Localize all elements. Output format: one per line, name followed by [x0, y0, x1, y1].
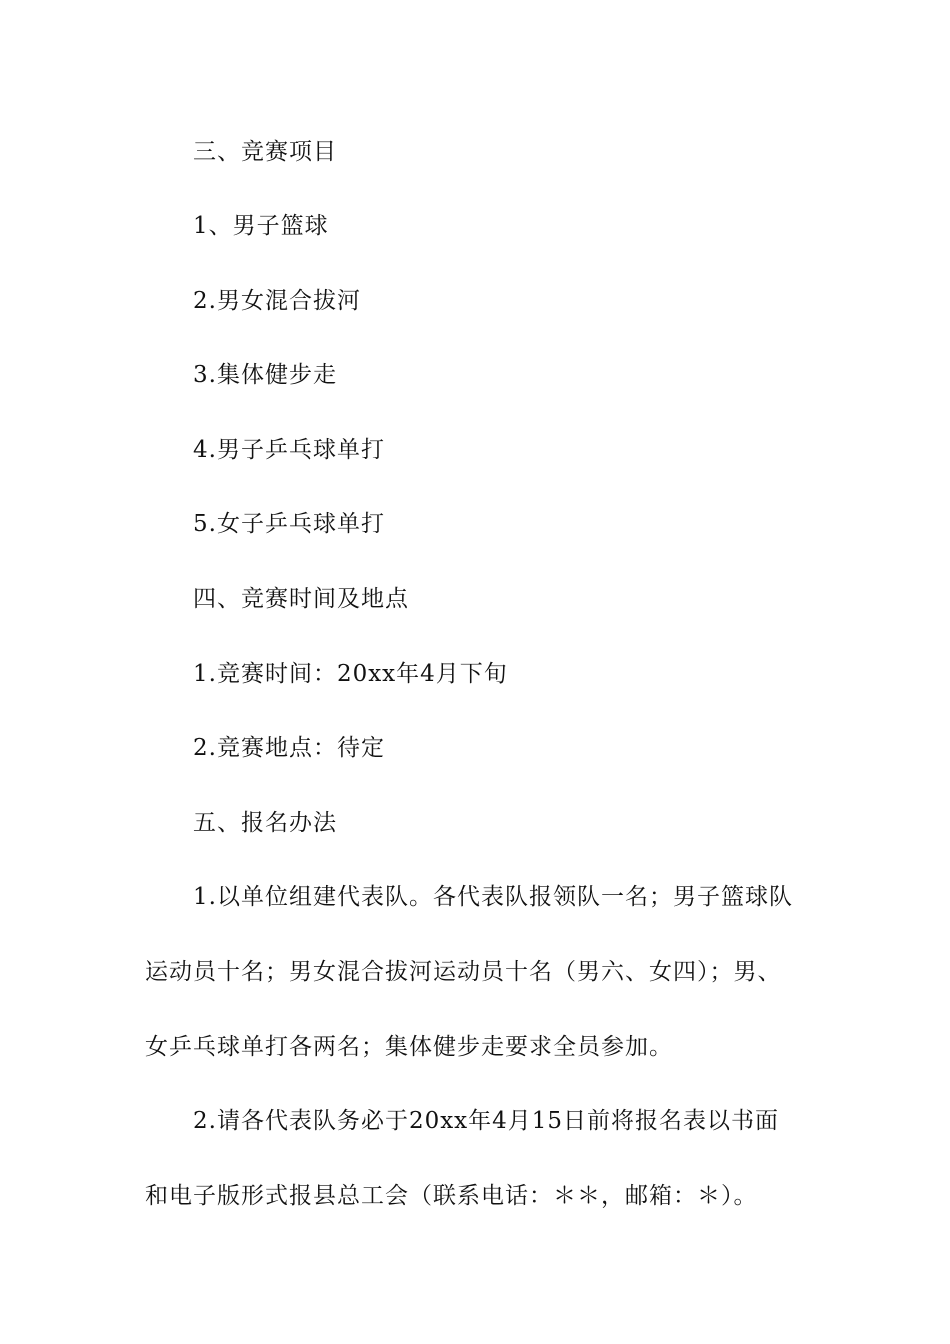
- paragraph-line: 女乒乓球单打各两名；集体健步走要求全员参加。: [145, 1034, 673, 1060]
- section-heading-time-place: 四、竞赛时间及地点: [193, 586, 409, 612]
- event-item: 5.女子乒乓球单打: [193, 511, 385, 537]
- event-item: 1、男子篮球: [193, 213, 329, 239]
- event-item: 4.男子乒乓球单打: [193, 437, 385, 463]
- section-heading-registration: 五、报名办法: [193, 810, 337, 836]
- paragraph-line: 运动员十名；男女混合拔河运动员十名（男六、女四）；男、: [145, 959, 782, 985]
- competition-time: 1.竞赛时间：20xx年4月下旬: [193, 661, 508, 687]
- event-item: 3.集体健步走: [193, 362, 337, 388]
- event-item: 2.男女混合拔河: [193, 288, 361, 314]
- paragraph-line: 1.以单位组建代表队。各代表队报领队一名；男子篮球队: [193, 884, 793, 910]
- competition-place: 2.竞赛地点：待定: [193, 735, 385, 761]
- paragraph-line: 和电子版形式报县总工会（联系电话：＊＊，邮箱：＊）。: [145, 1183, 758, 1209]
- section-heading-events: 三、竞赛项目: [193, 139, 337, 165]
- paragraph-line: 2.请各代表队务必于20xx年4月15日前将报名表以书面: [193, 1108, 780, 1134]
